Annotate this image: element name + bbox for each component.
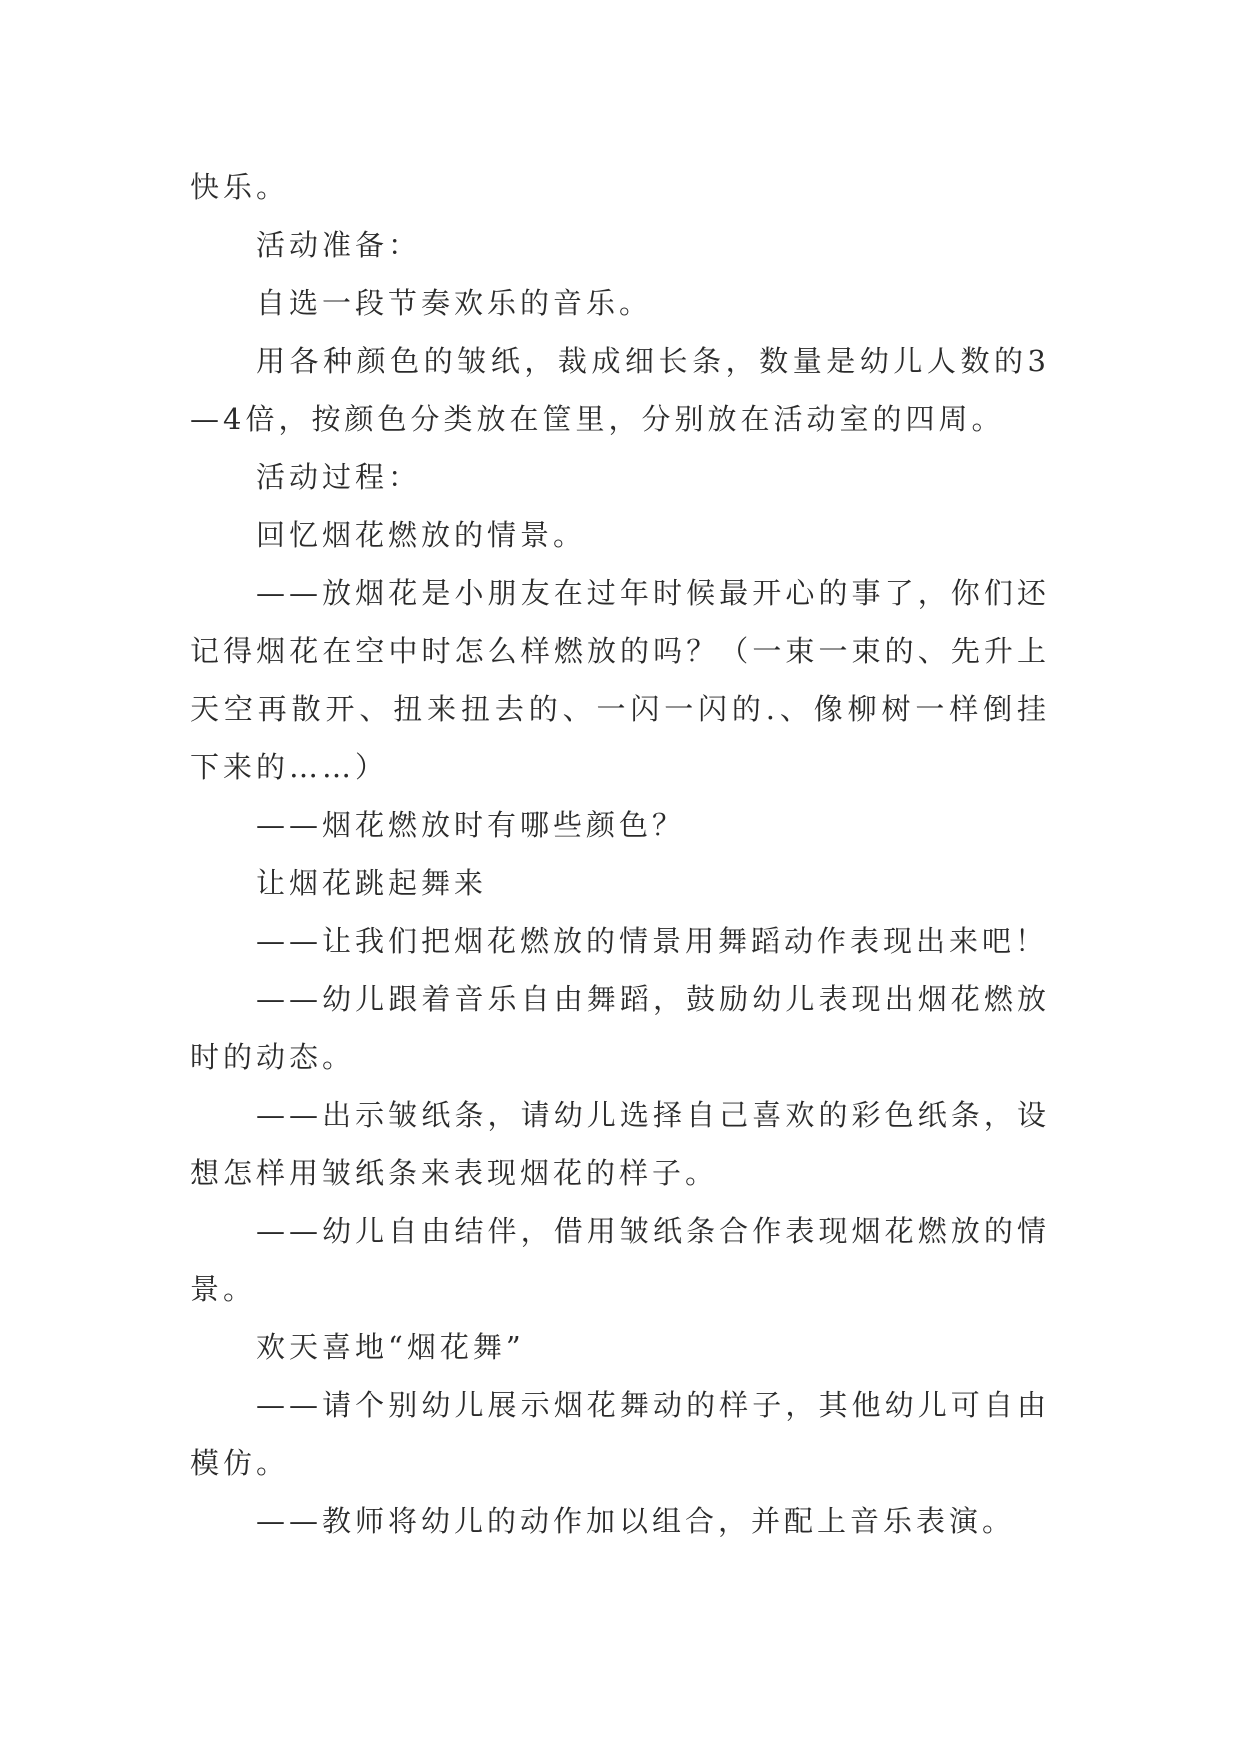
- paragraph-dance-prompt: ——让我们把烟花燃放的情景用舞蹈动作表现出来吧！: [256, 924, 1049, 958]
- paragraph-show-paper-strips: ——出示皱纸条，请幼儿选择自己喜欢的彩色纸条，设想怎样用皱纸条来表现烟花的样子。: [190, 1098, 1050, 1190]
- paragraph-continuation: 快乐。: [190, 170, 290, 204]
- paragraph-teacher-combine: ——教师将幼儿的动作加以组合，并配上音乐表演。: [256, 1504, 1016, 1538]
- heading-activity-process: 活动过程：: [256, 460, 422, 494]
- paragraph-free-dance: ——幼儿跟着音乐自由舞蹈，鼓励幼儿表现出烟花燃放时的动态。: [190, 982, 1050, 1074]
- document-body: [190, 158, 1050, 1550]
- paragraph-music: 自选一段节奏欢乐的音乐。: [256, 286, 653, 320]
- section-joyful-dance: 欢天喜地“烟花舞”: [256, 1330, 525, 1364]
- paragraph-fireworks-colors: ——烟花燃放时有哪些颜色？: [256, 808, 686, 842]
- heading-activity-preparation: 活动准备：: [256, 228, 422, 262]
- paragraph-individual-show: ——请个别幼儿展示烟花舞动的样子，其他幼儿可自由模仿。: [190, 1388, 1050, 1480]
- section-fireworks-dance: 让烟花跳起舞来: [256, 866, 488, 900]
- paragraph-group-performance: ——幼儿自由结伴，借用皱纸条合作表现烟花燃放的情景。: [190, 1214, 1050, 1306]
- section-recall-fireworks: 回忆烟花燃放的情景。: [256, 518, 587, 552]
- paragraph-fireworks-question: ——放烟花是小朋友在过年时候最开心的事了，你们还记得烟花在空中时怎么样燃放的吗？（一束一束的、先升上天空再散开、扭来扭去的、一闪一闪的.、像柳树一样倒挂下来的……）: [190, 576, 1050, 784]
- paragraph-crepe-paper: 用各种颜色的皱纸，裁成细长条，数量是幼儿人数的3—4倍，按颜色分类放在筐里，分别放在活动室的四周。: [190, 344, 1050, 436]
